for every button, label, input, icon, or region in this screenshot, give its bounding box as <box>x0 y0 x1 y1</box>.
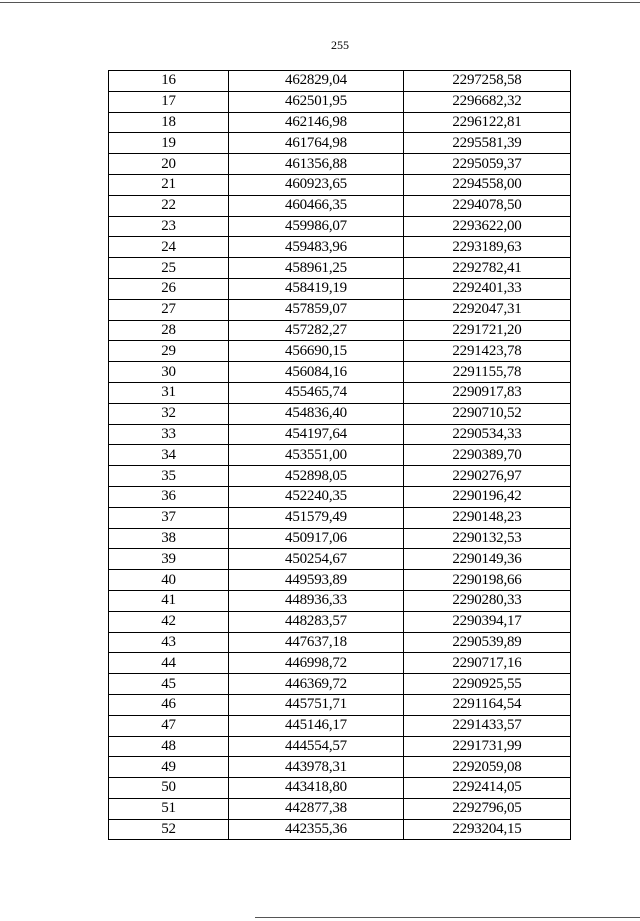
table-row <box>109 320 571 341</box>
table-row <box>109 154 571 175</box>
x-coordinate-cell: 459986,07 <box>229 216 404 237</box>
point-number-cell: 39 <box>109 549 229 570</box>
point-number-cell: 17 <box>109 91 229 112</box>
table-row <box>109 674 571 695</box>
x-coordinate-cell: 448283,57 <box>229 611 404 632</box>
point-number-cell: 44 <box>109 653 229 674</box>
table-row <box>109 258 571 279</box>
point-number-cell: 24 <box>109 237 229 258</box>
table-row <box>109 403 571 424</box>
y-coordinate-cell: 2292782,41 <box>404 258 571 279</box>
x-coordinate-cell: 462501,95 <box>229 91 404 112</box>
x-coordinate-cell: 462829,04 <box>229 71 404 92</box>
table-row <box>109 653 571 674</box>
x-coordinate-cell: 451579,49 <box>229 507 404 528</box>
y-coordinate-cell: 2290917,83 <box>404 382 571 403</box>
table-row <box>109 778 571 799</box>
x-coordinate-cell: 443418,80 <box>229 778 404 799</box>
table-row <box>109 174 571 195</box>
table-row <box>109 382 571 403</box>
point-number-cell: 34 <box>109 445 229 466</box>
x-coordinate-cell: 442355,36 <box>229 819 404 840</box>
x-coordinate-cell: 444554,57 <box>229 736 404 757</box>
x-coordinate-cell: 443978,31 <box>229 757 404 778</box>
y-coordinate-cell: 2290149,36 <box>404 549 571 570</box>
y-coordinate-cell: 2294558,00 <box>404 174 571 195</box>
table-row <box>109 71 571 92</box>
point-number-cell: 38 <box>109 528 229 549</box>
y-coordinate-cell: 2291433,57 <box>404 715 571 736</box>
table-row <box>109 798 571 819</box>
table-row <box>109 466 571 487</box>
y-coordinate-cell: 2292414,05 <box>404 778 571 799</box>
x-coordinate-cell: 454197,64 <box>229 424 404 445</box>
table-row <box>109 112 571 133</box>
x-coordinate-cell: 454836,40 <box>229 403 404 424</box>
y-coordinate-cell: 2290389,70 <box>404 445 571 466</box>
x-coordinate-cell: 457282,27 <box>229 320 404 341</box>
point-number-cell: 49 <box>109 757 229 778</box>
point-number-cell: 42 <box>109 611 229 632</box>
point-number-cell: 46 <box>109 694 229 715</box>
x-coordinate-cell: 456690,15 <box>229 341 404 362</box>
table-row <box>109 570 571 591</box>
x-coordinate-cell: 452240,35 <box>229 486 404 507</box>
y-coordinate-cell: 2292047,31 <box>404 299 571 320</box>
table-row <box>109 91 571 112</box>
table-row <box>109 237 571 258</box>
top-edge-line <box>0 2 640 3</box>
y-coordinate-cell: 2290925,55 <box>404 674 571 695</box>
x-coordinate-cell: 450254,67 <box>229 549 404 570</box>
y-coordinate-cell: 2290132,53 <box>404 528 571 549</box>
point-number-cell: 23 <box>109 216 229 237</box>
point-number-cell: 16 <box>109 71 229 92</box>
y-coordinate-cell: 2295581,39 <box>404 133 571 154</box>
point-number-cell: 18 <box>109 112 229 133</box>
point-number-cell: 22 <box>109 195 229 216</box>
x-coordinate-cell: 456084,16 <box>229 362 404 383</box>
point-number-cell: 33 <box>109 424 229 445</box>
point-number-cell: 41 <box>109 590 229 611</box>
point-number-cell: 36 <box>109 486 229 507</box>
x-coordinate-cell: 458961,25 <box>229 258 404 279</box>
x-coordinate-cell: 452898,05 <box>229 466 404 487</box>
y-coordinate-cell: 2296682,32 <box>404 91 571 112</box>
y-coordinate-cell: 2290534,33 <box>404 424 571 445</box>
bottom-edge-line <box>255 917 640 918</box>
table-row <box>109 611 571 632</box>
table-row <box>109 694 571 715</box>
point-number-cell: 51 <box>109 798 229 819</box>
table-row <box>109 590 571 611</box>
page-number: 255 <box>331 38 349 52</box>
x-coordinate-cell: 458419,19 <box>229 278 404 299</box>
table-row <box>109 133 571 154</box>
y-coordinate-cell: 2291155,78 <box>404 362 571 383</box>
point-number-cell: 40 <box>109 570 229 591</box>
x-coordinate-cell: 455465,74 <box>229 382 404 403</box>
table-row <box>109 195 571 216</box>
y-coordinate-cell: 2293189,63 <box>404 237 571 258</box>
y-coordinate-cell: 2290196,42 <box>404 486 571 507</box>
coordinates-table <box>108 70 571 840</box>
point-number-cell: 43 <box>109 632 229 653</box>
y-coordinate-cell: 2292401,33 <box>404 278 571 299</box>
point-number-cell: 27 <box>109 299 229 320</box>
table-row <box>109 341 571 362</box>
table-row <box>109 632 571 653</box>
table-row <box>109 486 571 507</box>
x-coordinate-cell: 462146,98 <box>229 112 404 133</box>
point-number-cell: 48 <box>109 736 229 757</box>
x-coordinate-cell: 460923,65 <box>229 174 404 195</box>
y-coordinate-cell: 2290394,17 <box>404 611 571 632</box>
point-number-cell: 32 <box>109 403 229 424</box>
point-number-cell: 50 <box>109 778 229 799</box>
x-coordinate-cell: 445146,17 <box>229 715 404 736</box>
x-coordinate-cell: 446998,72 <box>229 653 404 674</box>
point-number-cell: 45 <box>109 674 229 695</box>
table-row <box>109 528 571 549</box>
x-coordinate-cell: 447637,18 <box>229 632 404 653</box>
x-coordinate-cell: 457859,07 <box>229 299 404 320</box>
point-number-cell: 21 <box>109 174 229 195</box>
y-coordinate-cell: 2292059,08 <box>404 757 571 778</box>
x-coordinate-cell: 449593,89 <box>229 570 404 591</box>
table-row <box>109 445 571 466</box>
point-number-cell: 52 <box>109 819 229 840</box>
x-coordinate-cell: 446369,72 <box>229 674 404 695</box>
y-coordinate-cell: 2294078,50 <box>404 195 571 216</box>
table-row <box>109 299 571 320</box>
point-number-cell: 31 <box>109 382 229 403</box>
point-number-cell: 37 <box>109 507 229 528</box>
table-row <box>109 549 571 570</box>
point-number-cell: 25 <box>109 258 229 279</box>
y-coordinate-cell: 2290280,33 <box>404 590 571 611</box>
point-number-cell: 35 <box>109 466 229 487</box>
y-coordinate-cell: 2295059,37 <box>404 154 571 175</box>
table-row <box>109 757 571 778</box>
y-coordinate-cell: 2296122,81 <box>404 112 571 133</box>
table-row <box>109 507 571 528</box>
y-coordinate-cell: 2290148,23 <box>404 507 571 528</box>
point-number-cell: 28 <box>109 320 229 341</box>
x-coordinate-cell: 445751,71 <box>229 694 404 715</box>
point-number-cell: 47 <box>109 715 229 736</box>
point-number-cell: 30 <box>109 362 229 383</box>
y-coordinate-cell: 2290198,66 <box>404 570 571 591</box>
table-row <box>109 819 571 840</box>
y-coordinate-cell: 2291721,20 <box>404 320 571 341</box>
y-coordinate-cell: 2291731,99 <box>404 736 571 757</box>
x-coordinate-cell: 459483,96 <box>229 237 404 258</box>
x-coordinate-cell: 461764,98 <box>229 133 404 154</box>
table-body <box>109 71 571 840</box>
point-number-cell: 26 <box>109 278 229 299</box>
y-coordinate-cell: 2292796,05 <box>404 798 571 819</box>
point-number-cell: 20 <box>109 154 229 175</box>
x-coordinate-cell: 460466,35 <box>229 195 404 216</box>
point-number-cell: 29 <box>109 341 229 362</box>
y-coordinate-cell: 2290710,52 <box>404 403 571 424</box>
table-row <box>109 278 571 299</box>
table-row <box>109 424 571 445</box>
y-coordinate-cell: 2293204,15 <box>404 819 571 840</box>
x-coordinate-cell: 448936,33 <box>229 590 404 611</box>
x-coordinate-cell: 453551,00 <box>229 445 404 466</box>
x-coordinate-cell: 461356,88 <box>229 154 404 175</box>
y-coordinate-cell: 2290539,89 <box>404 632 571 653</box>
point-number-cell: 19 <box>109 133 229 154</box>
table-row <box>109 736 571 757</box>
y-coordinate-cell: 2290717,16 <box>404 653 571 674</box>
x-coordinate-cell: 442877,38 <box>229 798 404 819</box>
y-coordinate-cell: 2290276,97 <box>404 466 571 487</box>
table-row <box>109 216 571 237</box>
y-coordinate-cell: 2291164,54 <box>404 694 571 715</box>
y-coordinate-cell: 2291423,78 <box>404 341 571 362</box>
x-coordinate-cell: 450917,06 <box>229 528 404 549</box>
y-coordinate-cell: 2293622,00 <box>404 216 571 237</box>
y-coordinate-cell: 2297258,58 <box>404 71 571 92</box>
table-row <box>109 362 571 383</box>
table-row <box>109 715 571 736</box>
